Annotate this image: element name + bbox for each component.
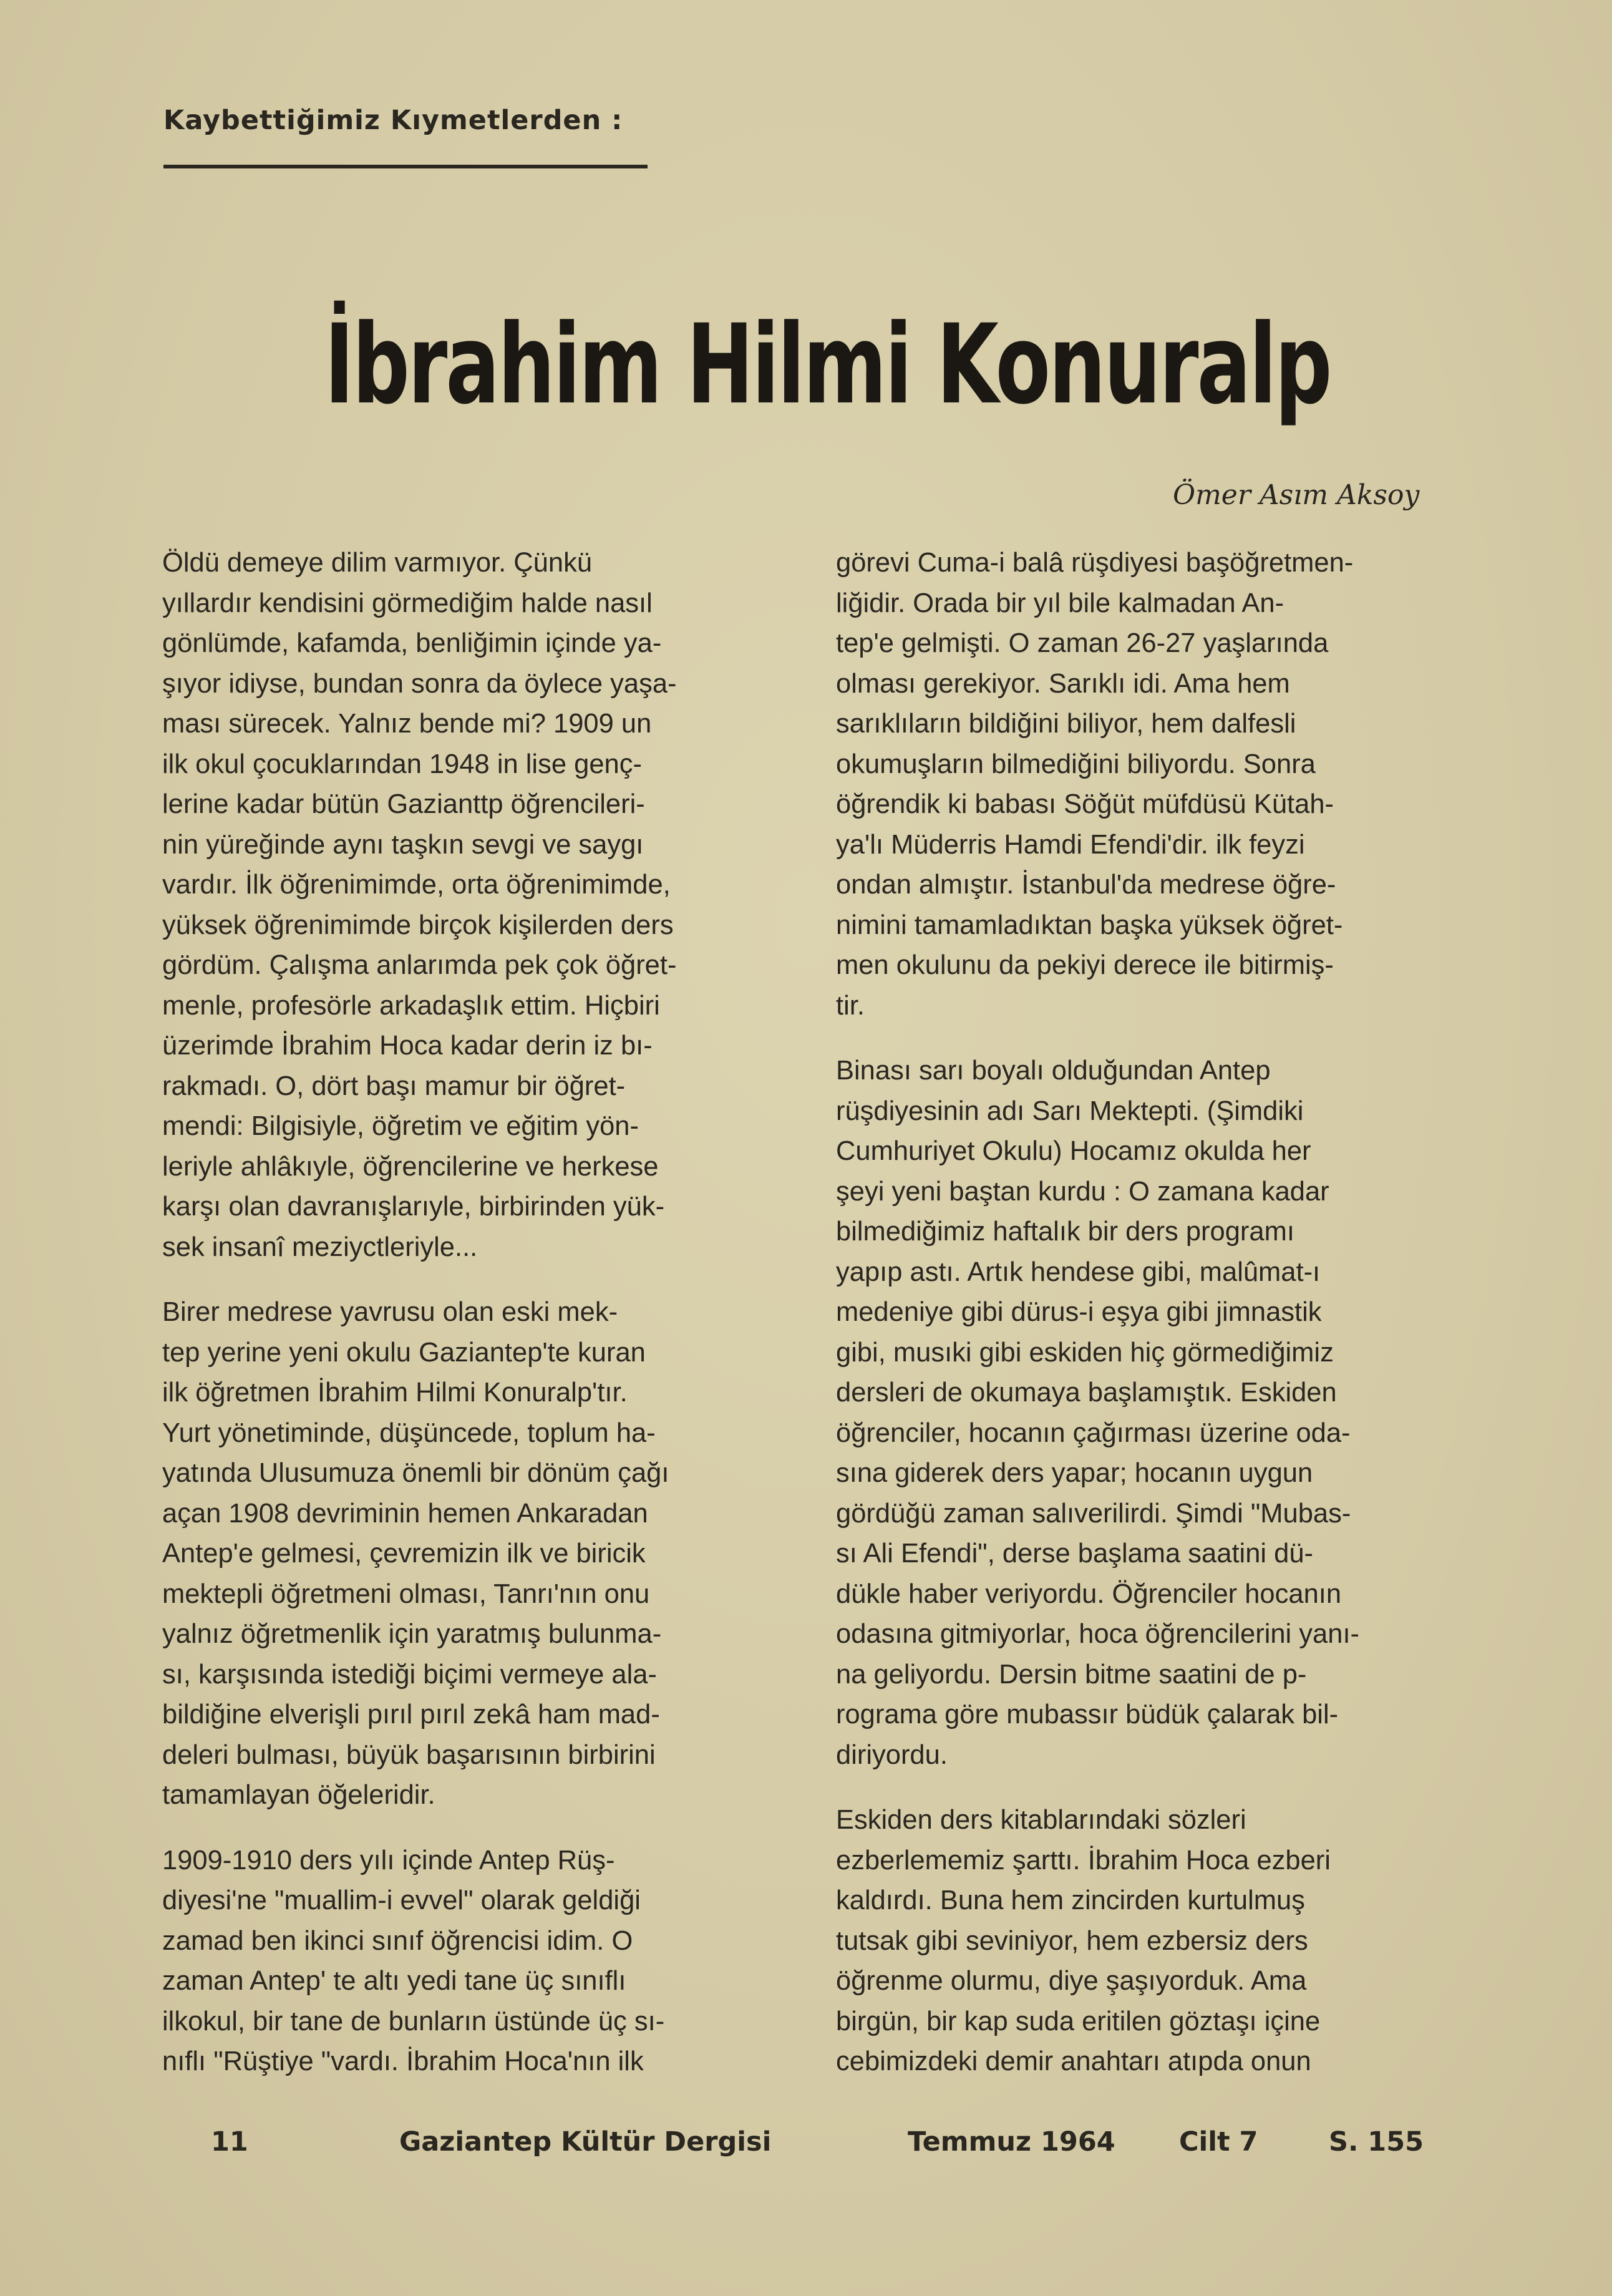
left-column (162, 543, 808, 2107)
footer-volume: Cilt 7 (1179, 2126, 1258, 2157)
section-label: Kaybettiğimiz Kıymetlerden : (163, 105, 623, 136)
section-underline (163, 165, 648, 168)
paragraph: Birer medrese yavrusu olan eski mek- tep yerine yeni okulu Gaziantep'te kuran ilk öğretmen İbrahim Hilmi Konuralp'tır. Yurt yönetiminde, düşüncede, toplum ha- yatında Ulusumuza önemli bir dönüm çağı açan 1908 devriminin hemen Ankaradan Antep'e gelmesi, çevremizin ilk ve biricik mektepli öğretmeni olması, Tanrı'nın onu yalnız öğretmenlik için yaratmış bulunma- sı, karşısında istediği biçimi vermeye ala- bildiğine elverişli pırıl pırıl zekâ ham mad- deleri bulması, büyük başarısının birbirini tamamlayan öğeleridir. (162, 1297, 669, 1810)
footer-date: Temmuz 1964 (908, 2126, 1115, 2157)
paragraph: Binası sarı boyalı olduğundan Antep rüşdiyesinin adı Sarı Mektepti. (Şimdiki Cumhuriyet Okulu) Hocamız okulda her şeyi yeni baştan kurdu : O zamana kadar bilmediğimiz haftalık bir ders programı yapıp astı. Artık hendese gibi, malûmat-ı medeniye gibi dürus-i eşya gibi jimnastik gibi, musıki gibi eskiden hiç görmediğimiz dersleri de okumaya başlamıştık. Eskiden öğrenciler, hocanın çağırması üzerine oda- sına giderek ders yapar; hocanın uygun gördüğü zaman salıverilirdi. Şimdi "Mubas- sı Ali Efendi", derse başlama saatini dü- dükle haber veriyordu. Öğrenciler hocanın odasına gitmiyorlar, hoca öğrencilerini yanı- na geliyordu. Dersin bitme saatini de p- rograma göre mubassır büdük çalarak bil- diriyordu. (836, 1056, 1360, 1770)
footer-magazine-name: Gaziantep Kültür Dergisi (399, 2126, 772, 2157)
article-author: Ömer Asım Aksoy (1173, 479, 1420, 511)
paragraph: Öldü demeye dilim varmıyor. Çünkü yıllardır kendisini görmediğim halde nasıl gönlümde, kafamda, benliğimin içinde ya- şıyor idiyse, bundan sonra da öylece yaşa- ması sürecek. Yalnız bende mi? 1909 un ilk okul çocuklarından 1948 in lise genç- lerine kadar bütün Gazianttp öğrencileri- nin yüreğinde aynı taşkın sevgi ve saygı vardır. İlk öğrenimimde, orta öğrenimimde, yüksek öğrenimimde birçok kişilerden ders gördüm. Çalışma anlarımda pek çok öğret- menle, profesörle arkadaşlık ettim. Hiçbiri üzerimde İbrahim Hoca kadar derin iz bı- rakmadı. O, dört başı mamur bir öğret- mendi: Bilgisiyle, öğretim ve eğitim yön- leriyle ahlâkıyle, öğrencilerine ve herkese karşı olan davranışlarıyle, birbirinden yük- sek insanî meziyctleriyle... (162, 548, 677, 1262)
footer-page-number: 11 (211, 2126, 248, 2157)
article-title: İbrahim Hilmi Konuralp (324, 301, 1331, 429)
paragraph: görevi Cuma-i balâ rüşdiyesi başöğretmen- liğidir. Orada bir yıl bile kalmadan An- tep'e gelmişti. O zaman 26-27 yaşlarında olması gerekiyor. Sarıklı idi. Ama hem sarıklıların bildiğini biliyor, hem dalfesli okumuşların bilmediğini biliyordu. Sonra öğrendik ki babası Söğüt müfdüsü Kütah- ya'lı Müderris Hamdi Efendi'dir. ilk feyzi ondan almıştır. İstanbul'da medrese öğre- nimini tamamladıktan başka yüksek öğret- men okulunu da pekiyi derece ile bitirmiş- tir. (836, 548, 1354, 1021)
right-column (836, 543, 1482, 2107)
footer-issue: S. 155 (1329, 2126, 1424, 2157)
paragraph: 1909-1910 ders yılı içinde Antep Rüş- diyesi'ne "muallim-i evvel" olarak geldiği zamad ben ikinci sınıf öğrencisi idim. O zaman Antep' te altı yedi tane üç sınıflı ilkokul, bir tane de bunların üstünde üç sı- nıflı "Rüştiye "vardı. İbrahim Hoca'nın ilk (162, 1845, 665, 2076)
paragraph: Eskiden ders kitablarındaki sözleri ezberlememiz şarttı. İbrahim Hoca ezberi kaldırdı. Buna hem zincirden kurtulmuş tutsak gibi seviniyor, hem ezbersiz ders öğrenme olurmu, diye şaşıyorduk. Ama birgün, bir kap suda eritilen göztaşı içine cebimizdeki demir anahtarı atıpda onun (836, 1805, 1331, 2076)
